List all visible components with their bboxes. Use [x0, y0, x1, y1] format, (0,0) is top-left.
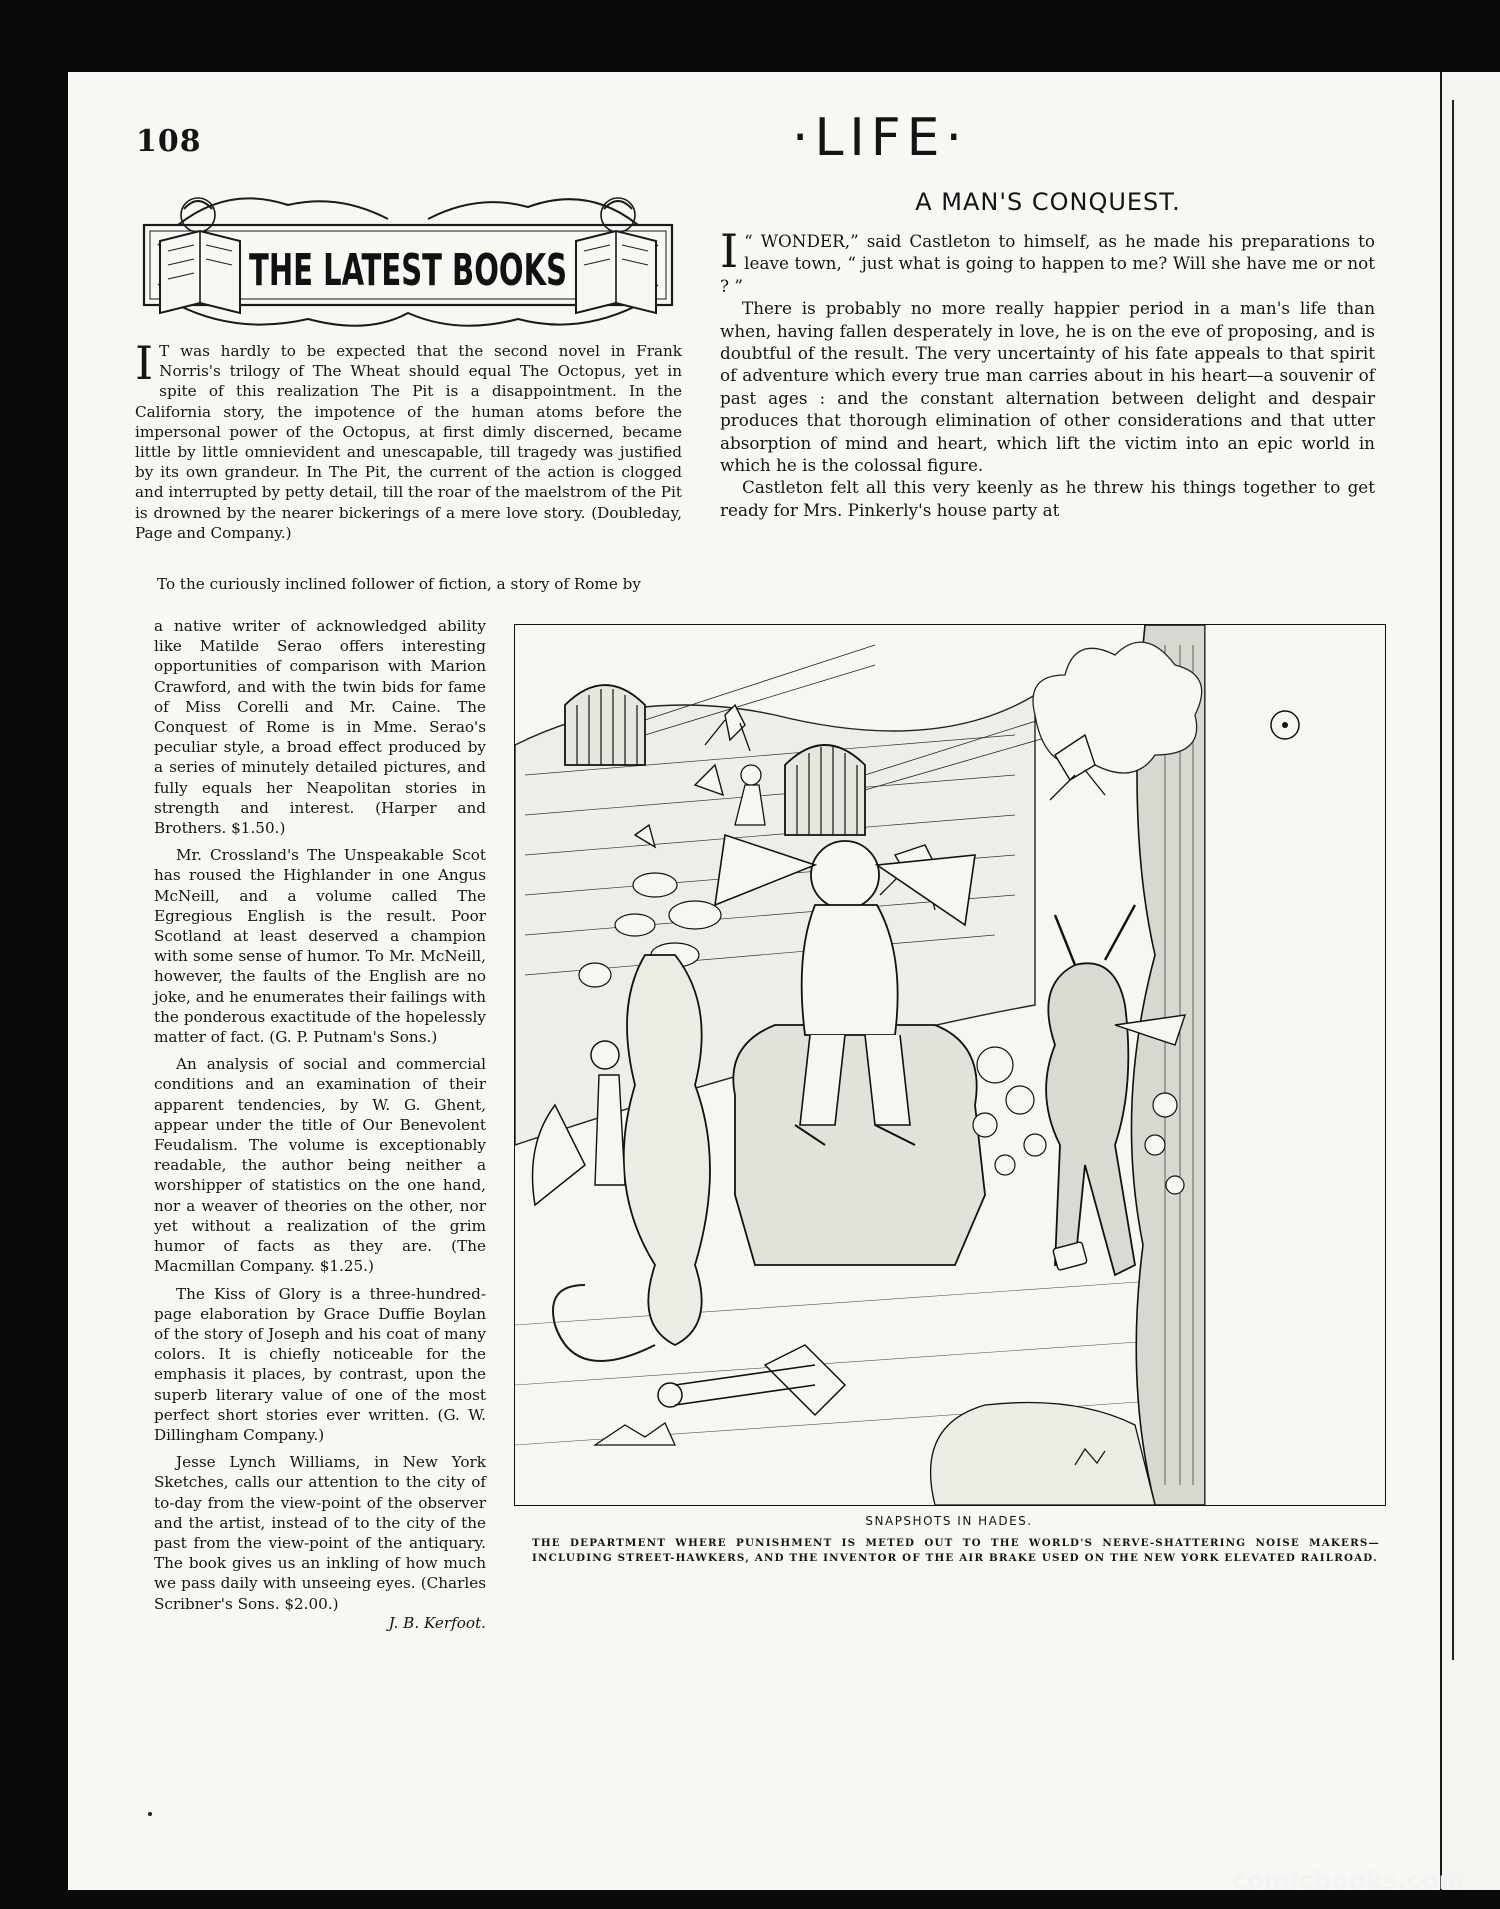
story-drop-cap: I: [720, 224, 739, 278]
review-paragraph: a native writer of acknowledged ability like Matilde Serao offers interesting opportunities of comparison with Marion Crawford, and with the twin bids for fame of Miss Corelli and Mr. Caine. The Conquest of Rome is in Mme. Serao's peculiar style, a broad effect produced by a series of minutely detailed pictures, and fully equals her Neapolitan stories in strength and interest. (Harper and Brothers. $1.50.): [154, 617, 486, 838]
story-paragraph: WONDER,” said Castleton to himself, as he made his preparations to leave town, “ just what is going to happen to me? Will she have me or not ? ”: [720, 231, 1375, 296]
masthead-title: ·LIFE·: [791, 108, 969, 168]
cartoon-illustration: [514, 624, 1386, 1506]
facing-page-rule: [1452, 100, 1454, 1660]
drop-cap: I: [135, 336, 154, 390]
story-paragraph: Castleton felt all this very keenly as he threw his things together to get ready for Mrs. Pinkerly's house party at: [720, 477, 1375, 520]
review-paragraph: The Kiss of Glory is a three-hundred-page elaboration by Grace Duffie Boylan of the story of Joseph and his coat of many colors. It is chiefly noticeable for the emphasis it places, by contrast, upon the superb literary value of one of the most perfect short stories ever written. (G. W. Dillingham Company.): [154, 1284, 486, 1444]
latest-books-banner: [138, 185, 678, 337]
opening-quote: “: [744, 231, 753, 251]
hades-cartoon-drawing: [515, 625, 1385, 1505]
review-paragraph: Mr. Crossland's The Unspeakable Scot has roused the Highlander in one Angus McNeill, and a volume called The Egregious English is the result. Poor Scotland at least deserved a champion with some sense of humor. To Mr. McNeill, however, the faults of the English are no joke, and he enumerates their failings with the ponderous exactitude of the hopelessly matter of fact. (G. P. Putnam's Sons.): [154, 846, 486, 1047]
review-paragraph: An analysis of social and commercial conditions and an examination of their apparent tendencies, by W. G. Ghent, appear under the title of Our Benevolent Feudalism. The volume is exceptionably readable, the author being neither a worshipper of statistics on the one hand, nor a weaver of theories on the other, nor yet without a realization of the grim humor of facts as they are. (The Macmillan Company. $1.25.): [154, 1055, 486, 1276]
banner-ornament: [138, 185, 678, 337]
margin-mark: [148, 1812, 152, 1816]
rome-review-first-line: To the curiously inclined follower of fiction, a story of Rome by: [157, 575, 641, 593]
story-title: A MAN'S CONQUEST.: [915, 188, 1181, 216]
reviewer-signature: J. B. Kerfoot.: [388, 1613, 486, 1632]
pit-review-text: T was hardly to be expected that the second novel in Frank Norris's trilogy of The Wheat should equal The Octopus, yet in spite of this realization The Pit is a disappointment. In the California story, the impotence of the human atoms before the impersonal power of the Octopus, at first dimly discerned, became little by little omnievident and unescapable, till tragedy was justified by its own grandeur. In The Pit, the current of the action is clogged and interrupted by petty detail, till the roar of the maelstrom of the Pit is drowned by the nearer bickerings of a mere love story. (Doubleday, Page and Company.): [135, 342, 682, 542]
story-body: [720, 224, 1375, 521]
page-number: 108: [136, 124, 202, 159]
book-reviews-column: [154, 616, 486, 1633]
cartoon-title: SNAPSHOTS IN HADES.: [865, 1514, 1033, 1528]
cartoon-caption: THE DEPARTMENT WHERE PUNISHMENT IS METED OUT TO THE WORLD'S NERVE-SHATTERING NOISE MAKERS—INCLUDING STREET-HAWKERS, AND THE INVENTOR OF THE AIR BRAKE USED ON THE NEW YORK ELEVATED RAILROAD.: [532, 1537, 1380, 1564]
facing-page-edge: [1442, 72, 1500, 1890]
review-paragraph: Jesse Lynch Williams, in New York Sketches, calls our attention to the city of to-day from the view-point of the observer and the artist, instead of to the city of the past from the view-point of the antiquary. The book gives us an inkling of how much we pass daily with unseeing eyes. (Charles Scribner's Sons. $2.00.): [154, 1453, 486, 1613]
pit-review: [135, 336, 682, 543]
site-watermark: comicbooks.com: [1232, 1866, 1465, 1895]
latest-books-title: THE LATEST BOOKS: [249, 245, 567, 296]
story-paragraph: There is probably no more really happier period in a man's life than when, having fallen desperately in love, he is on the eve of proposing, and is doubtful of the result. The very uncertainty of his fate appeals to that spirit of adventure which every true man carries about in his heart—a souvenir of past ages : and the constant alternation between delight and despair produces that thorough elimination of other considerations and that utter absorption of mind and heart, which lift the victim into an epic world in which he is the colossal figure.: [720, 298, 1375, 476]
